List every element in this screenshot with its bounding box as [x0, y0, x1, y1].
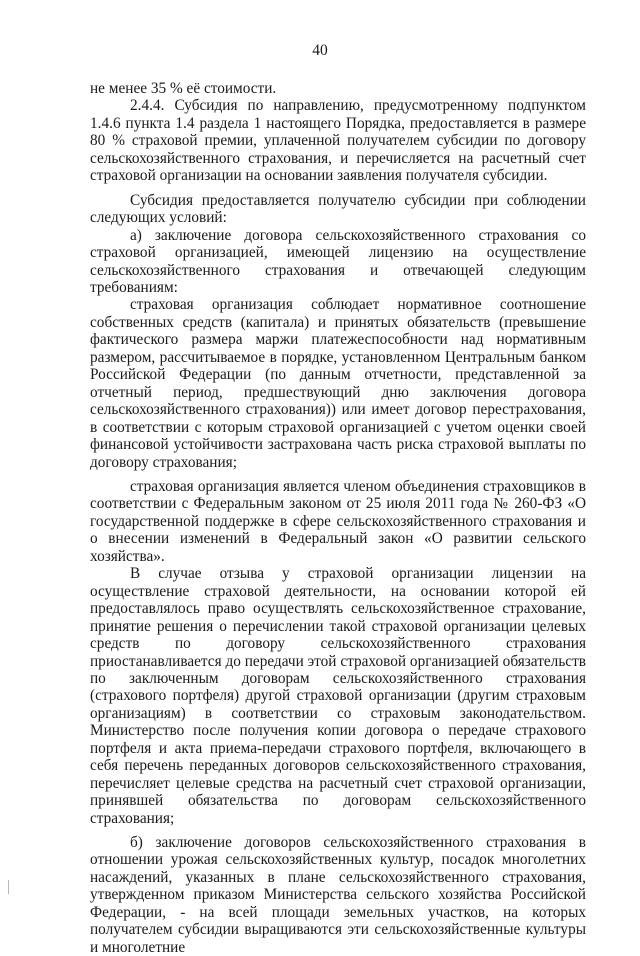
scan-edge-mark [8, 880, 9, 894]
paragraph-continuation: не менее 35 % её стоимости. [90, 80, 277, 97]
paragraph-conditions-intro: Субсидия предоставляется получателю субсидии при соблюдении следующих условий: [90, 191, 586, 227]
paragraph-license-revocation: В случае отзыва у страховой организации лицензии на осуществление страховой деятельности, на основании которой ей предоставлялось право осуществлять сельскохозяйственное страхование, принятие решения о перечислении такой страховой организации целевых средств по договору сельскохозяйственного страхования приостанавливается до передачи этой страховой организацией обязательств по заключенным договорам сельскохозяйственного страхования (страхового портфеля) другой страховой организации (другим страховым организациям) в соответствии со страховым законодательством. Министерство после получения копии договора о передаче страхового портфеля и акта приема-передачи страхового портфеля, включающего в себя перечень переданных договоров сельскохозяйственного страхования, перечисляет целевые средства на расчетный счет страховой организации, принявшей обязательства по договорам сельскохозяйственного страхования; [90, 565, 586, 827]
paragraph-requirement-solvency: страховая организация соблюдает нормативное соотношение собственных средств (капитала) и принятых обязательств (превышение фактического размера маржи платежеспособности над нормативным размером, рассчитываемое в порядке, установленном Центральным банком Российской Федерации (по данным отчетности, представленной за отчетный период, предшествующий дню заключения договора сельскохозяйственного страхования)) или имеет договор перестрахования, в соответствии с которым страховой организацией с учетом оценки своей финансовой устойчивости застрахована часть риска страховой выплаты по договору страхования; [90, 296, 586, 471]
document-body [90, 80, 586, 956]
page-number: 40 [312, 42, 328, 59]
paragraph-2-4-4: 2.4.4. Субсидия по направлению, предусмотренному подпунктом 1.4.6 пункта 1.4 раздела 1 настоящего Порядка, предоставляется в размере 80 % страховой премии, уплаченной получателем субсидии по договору сельскохозяйственного страхования, и перечисляется на расчетный счет страховой организации на основании заявления получателя субсидии. [90, 97, 586, 185]
paragraph-requirement-membership: страховая организация является членом объединения страховщиков в соответствии с Федеральным законом от 25 июля 2011 года № 260-ФЗ «О государственной поддержке в сфере сельскохозяйственного страхования и о внесении изменений в Федеральный закон «О развитии сельского хозяйства». [90, 477, 586, 565]
paragraph-condition-b: б) заключение договоров сельскохозяйственного страхования в отношении урожая сельскохозяйственных культур, посадок многолетних насаждений, указанных в плане сельскохозяйственного страхования, утвержденном приказом Министерства сельского хозяйства Российской Федерации, - на всей площади земельных участков, на которых получателем субсидии выращиваются эти сельскохозяйственные культуры и многолетние [90, 834, 586, 956]
paragraph-condition-a: а) заключение договора сельскохозяйственного страхования со страховой организацией, имеющей лицензию на осуществление сельскохозяйственного страхования и отвечающей следующим требованиям: [90, 226, 586, 296]
